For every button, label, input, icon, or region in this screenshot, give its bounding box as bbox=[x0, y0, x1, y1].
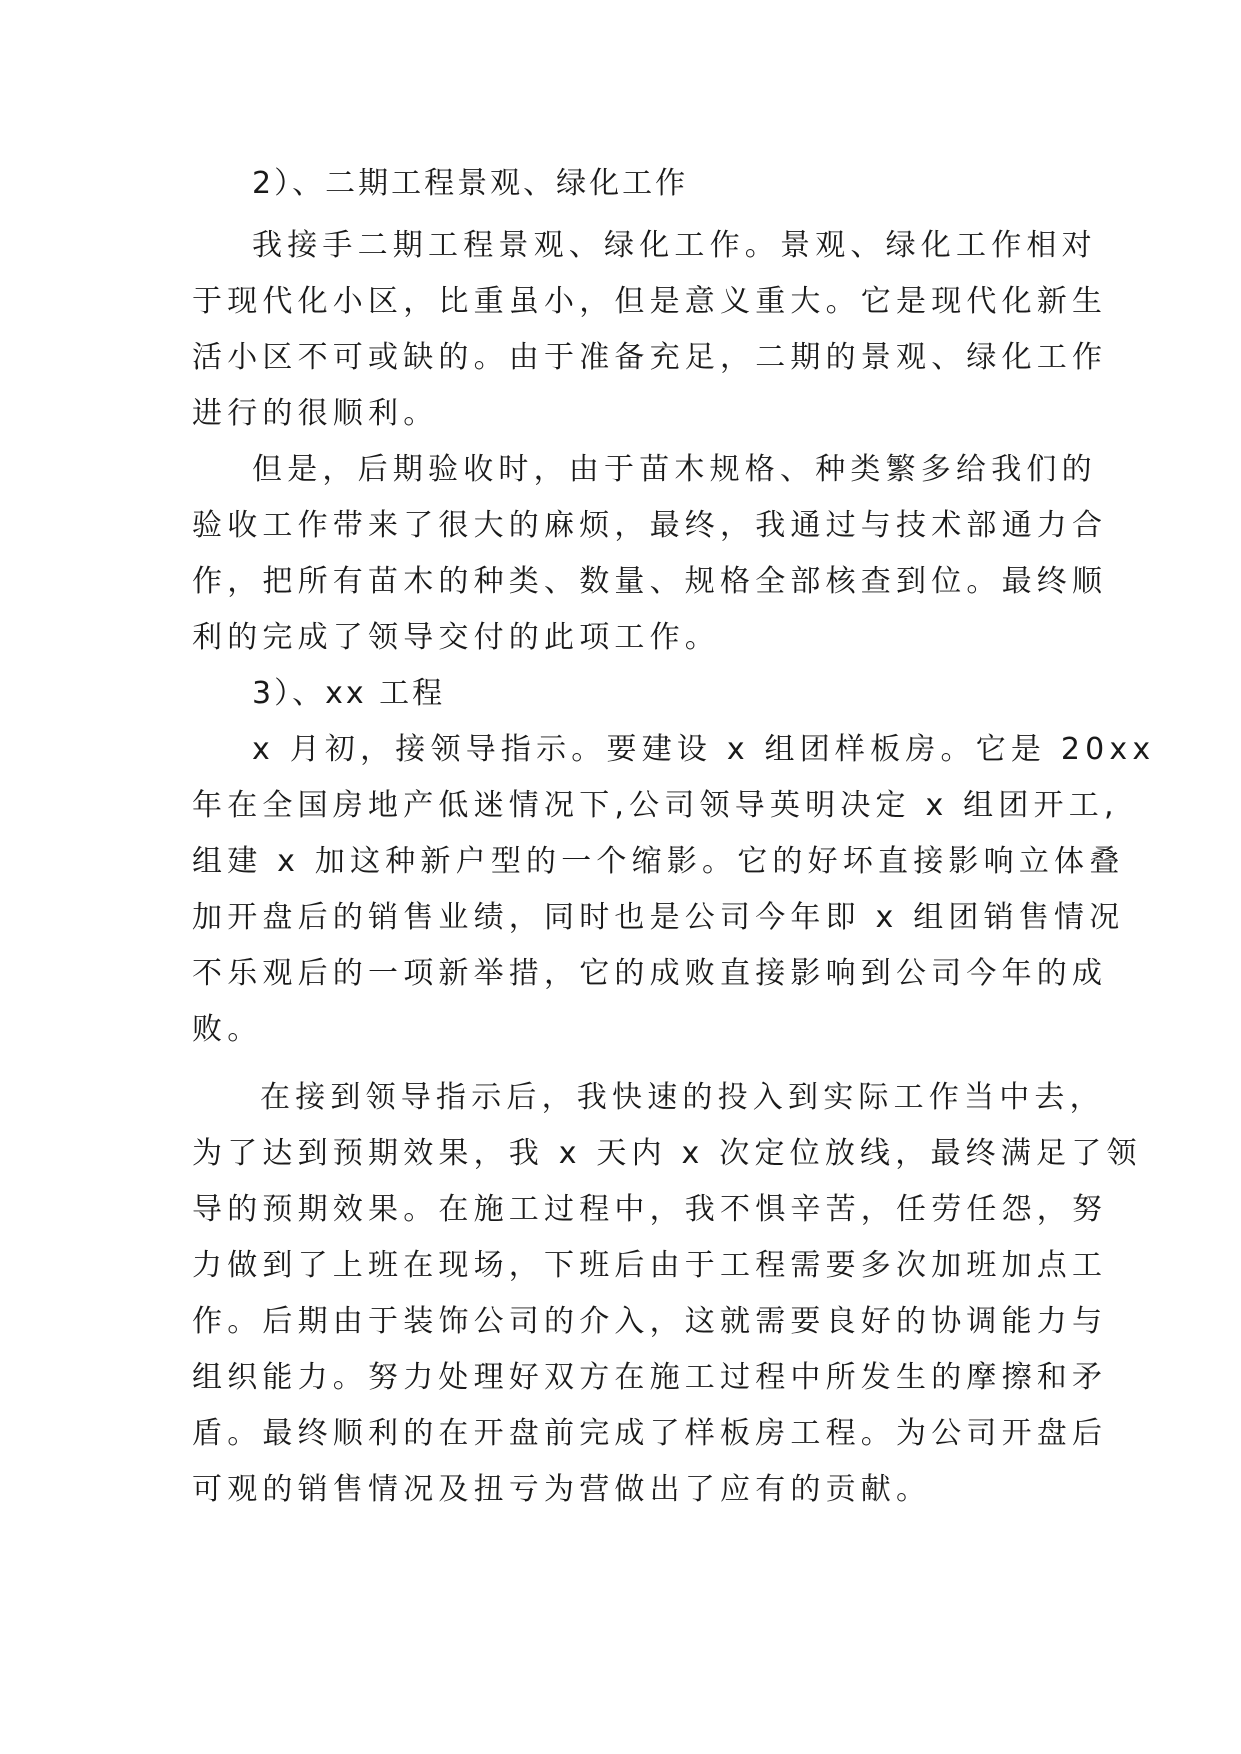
paragraph-line: x 月初，接领导指示。要建设 x 组团样板房。它是 20xx bbox=[252, 732, 1156, 767]
paragraph-line: 在接到领导指示后，我快速的投入到实际工作当中去， bbox=[260, 1080, 1105, 1115]
paragraph-line: 败。 bbox=[192, 1012, 263, 1047]
paragraph-line: 盾。最终顺利的在开盘前完成了样板房工程。为公司开盘后 bbox=[192, 1416, 1108, 1451]
paragraph-line: 活小区不可或缺的。由于准备充足，二期的景观、绿化工作 bbox=[192, 340, 1108, 375]
paragraph-line: 可观的销售情况及扭亏为营做出了应有的贡献。 bbox=[192, 1472, 932, 1507]
section-heading-2: 2）、二期工程景观、绿化工作 bbox=[252, 166, 689, 201]
paragraph-line: 作。后期由于装饰公司的介入，这就需要良好的协调能力与 bbox=[192, 1304, 1108, 1339]
paragraph-line: 于现代化小区，比重虽小，但是意义重大。它是现代化新生 bbox=[192, 284, 1108, 319]
paragraph-line: 作，把所有苗木的种类、数量、规格全部核查到位。最终顺 bbox=[192, 564, 1108, 599]
paragraph-line: 加开盘后的销售业绩，同时也是公司今年即 x 组团销售情况 bbox=[192, 900, 1125, 935]
paragraph-line: 验收工作带来了很大的麻烦，最终，我通过与技术部通力合 bbox=[192, 508, 1108, 543]
paragraph-line: 组建 x 加这种新户型的一个缩影。它的好坏直接影响立体叠 bbox=[192, 844, 1125, 879]
paragraph-line: 我接手二期工程景观、绿化工作。景观、绿化工作相对 bbox=[252, 228, 1097, 263]
paragraph-line: 进行的很顺利。 bbox=[192, 396, 439, 431]
paragraph-line: 但是，后期验收时，由于苗木规格、种类繁多给我们的 bbox=[252, 452, 1097, 487]
paragraph-line: 力做到了上班在现场，下班后由于工程需要多次加班加点工 bbox=[192, 1248, 1108, 1283]
paragraph-line: 导的预期效果。在施工过程中，我不惧辛苦，任劳任怨，努 bbox=[192, 1192, 1108, 1227]
paragraph-line: 利的完成了领导交付的此项工作。 bbox=[192, 620, 720, 655]
paragraph-line: 组织能力。努力处理好双方在施工过程中所发生的摩擦和矛 bbox=[192, 1360, 1108, 1395]
section-heading-3: 3）、xx 工程 bbox=[252, 676, 446, 711]
paragraph-line: 年在全国房地产低迷情况下,公司领导英明决定 x 组团开工, bbox=[192, 788, 1119, 823]
paragraph-line: 为了达到预期效果，我 x 天内 x 次定位放线，最终满足了领 bbox=[192, 1136, 1142, 1171]
paragraph-line: 不乐观后的一项新举措，它的成败直接影响到公司今年的成 bbox=[192, 956, 1108, 991]
